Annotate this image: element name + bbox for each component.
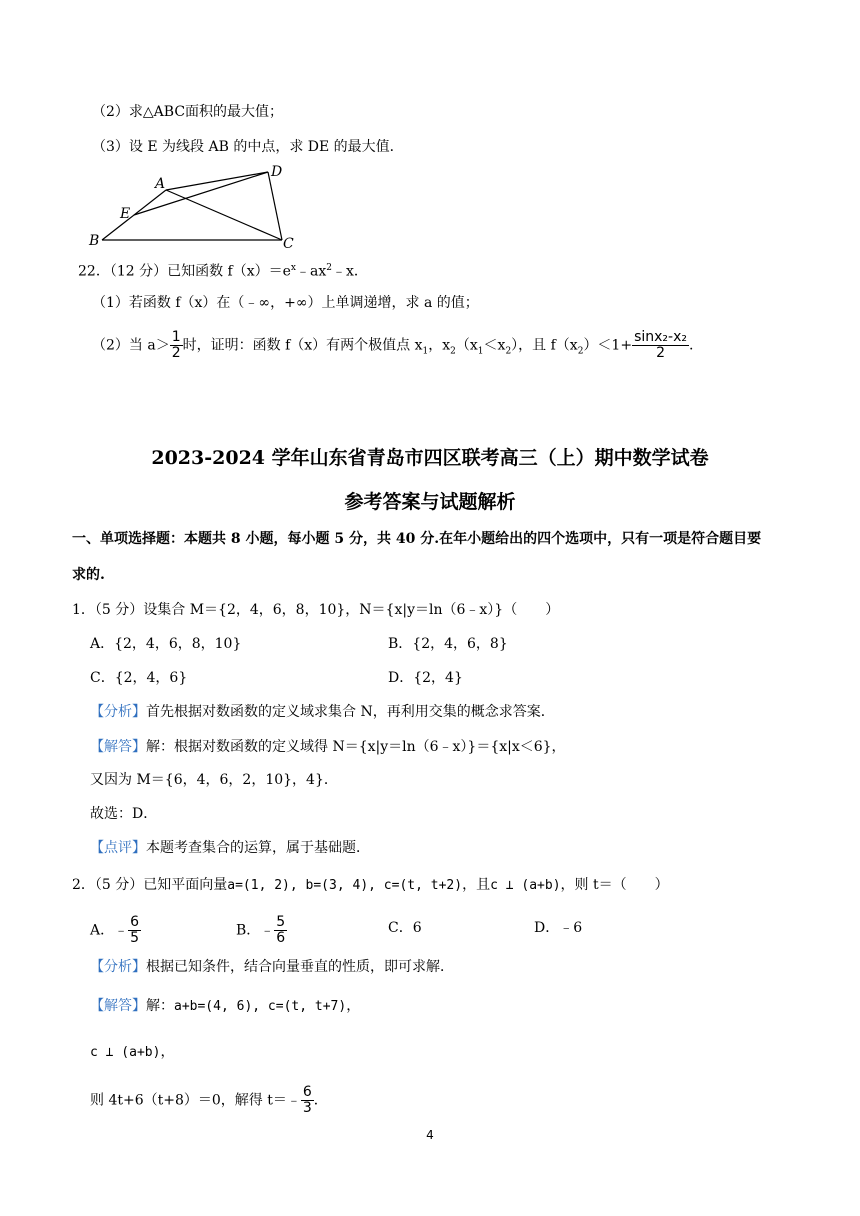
section-header: 一、单项选择题：本题共 8 小题，每小题 5 分，共 40 分.在年小题给出的四个选项中，只有一项是符合题目要 bbox=[72, 531, 762, 547]
q1-comment: 【点评】本题考查集合的运算，属于基础题． bbox=[90, 840, 370, 856]
triangle-figure bbox=[80, 160, 300, 255]
q2-final: 则 4t+6（t+8）＝0，解得 t＝﹣ $\frac{6}{3}$ ． bbox=[90, 1084, 328, 1116]
label-D: D bbox=[271, 164, 283, 180]
q1-option-c: C．{2，4，6} bbox=[90, 670, 188, 686]
q1-analysis: 【分析】首先根据对数函数的定义域求集合 N，再利用交集的概念求答案． bbox=[90, 704, 555, 720]
answer-subtitle: 参考答案与试题解析 bbox=[344, 491, 516, 513]
q1-option-b: B．{2，4，6，8} bbox=[388, 636, 508, 652]
q1-stem: 1．（5 分）设集合 M＝{2，4，6，8，10}，N＝{x|y＝ln（6﹣x）}（ ） bbox=[72, 602, 560, 618]
prev-q2: （2）求△ABC面积的最大值； bbox=[92, 104, 284, 120]
label-A: A bbox=[155, 176, 166, 192]
q1-option-d: D．{2，4} bbox=[388, 670, 463, 686]
label-B: B bbox=[89, 233, 100, 249]
q2-analysis: 【分析】根据已知条件，结合向量垂直的性质，即可求解． bbox=[90, 959, 454, 975]
q1-answer: 【解答】解：根据对数函数的定义域得 N＝{x|y＝ln（6﹣x）}＝{x|x＜6}， bbox=[90, 739, 566, 755]
q1-option-a: A．{2，4，6，8，10} bbox=[90, 636, 242, 652]
p22-q2: （2）当 a＞ $\frac{1}{2}$ 时，证明：函数 f（x）有两个极值点 $x_1$，$x_2(x_1<x_2)$，且 $f(x_2)<1+$ $\frac{\text{sinx₂-x₂}}{2}$ . bbox=[92, 329, 694, 361]
label-E: E bbox=[120, 206, 131, 222]
q2-option-a: A．﹣ $\frac{6}{5}$ bbox=[90, 914, 140, 946]
label-C: C bbox=[283, 236, 294, 252]
q2-perp: c ⊥ (a+b)， bbox=[90, 1044, 175, 1060]
q2-stem: 2．（5 分）已知平面向量a=(1, 2), b=(3, 4), c=(t, t+2)，且c ⊥ (a+b)，则 t＝（ ） bbox=[72, 877, 669, 893]
q2-option-c: C．6 bbox=[388, 920, 422, 936]
section-header-cont: 求的. bbox=[72, 567, 105, 583]
answer-title: 2023-2024 学年山东省青岛市四区联考高三（上）期中数学试卷 bbox=[151, 447, 709, 469]
q2-option-b: B．﹣ $\frac{5}{6}$ bbox=[236, 914, 286, 946]
page-number: 4 bbox=[426, 1128, 434, 1142]
p22-q1: （1）若函数 f（x）在（﹣∞，+∞）上单调递增，求 a 的值； bbox=[92, 295, 479, 311]
q2-option-d: D．﹣6 bbox=[534, 920, 583, 936]
q1-choose: 故选：D． bbox=[90, 806, 158, 822]
q2-answer: 【解答】解：a+b=(4, 6), c=(t, t+7)， bbox=[90, 998, 361, 1014]
prev-q3: （3）设 E 为线段 AB 的中点，求 DE 的最大值． bbox=[92, 139, 404, 155]
p22-head: 22．（12 分）已知函数 $f(x)=e^x﹣ax^2﹣x$． bbox=[78, 263, 368, 280]
q1-answer-line2: 又因为 M＝{6，4，6，2，10}，4}． bbox=[90, 772, 338, 788]
